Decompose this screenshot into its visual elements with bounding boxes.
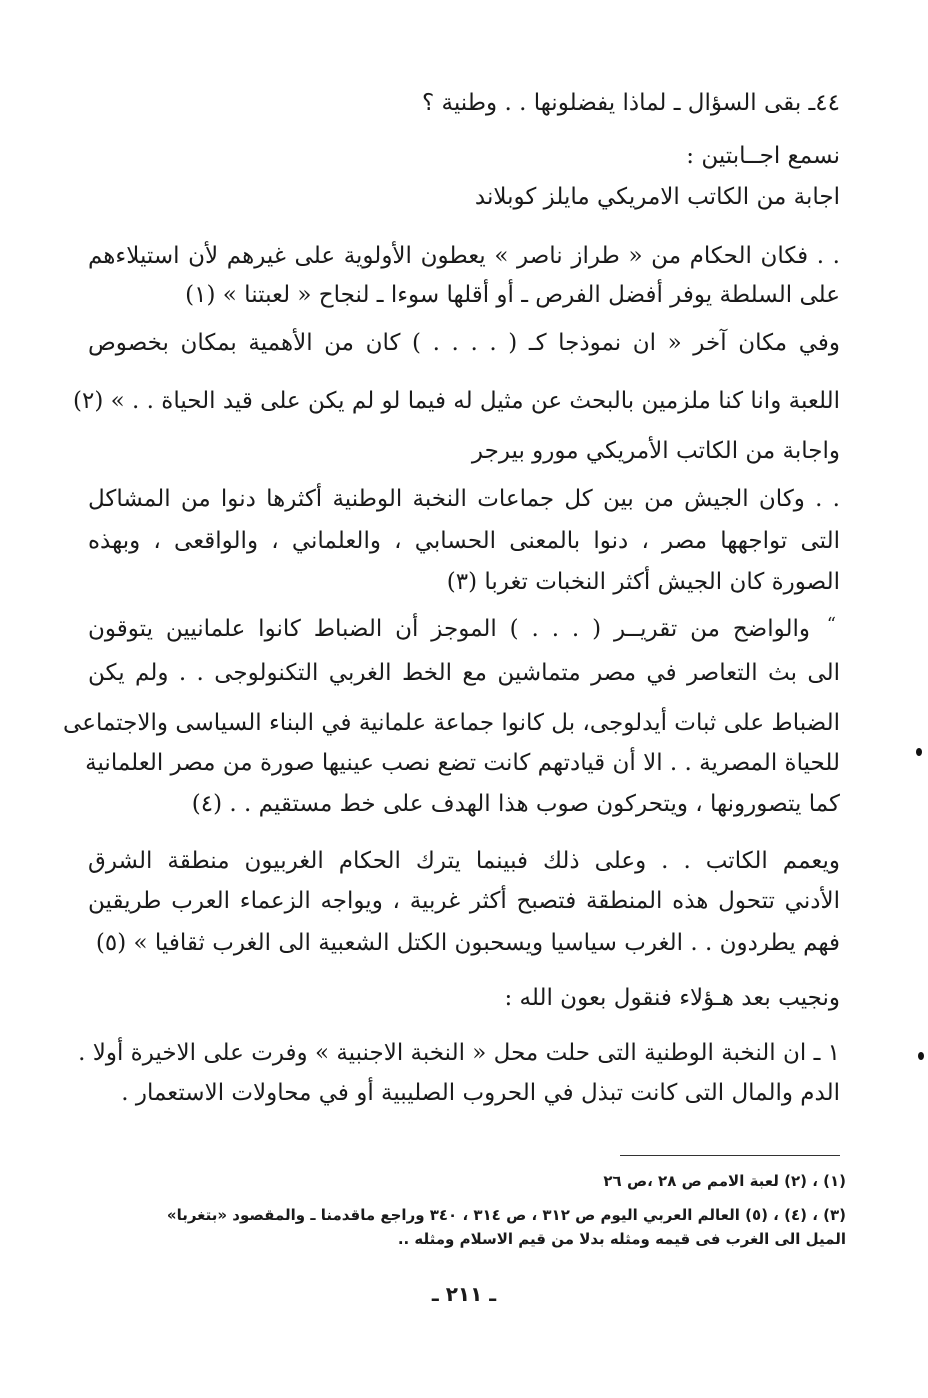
footnote: (٣) ، (٤) ، (٥) العالم العربي اليوم ص ٣١٢ ، ص ٣١٤ ، ٣٤٠ وراجع ماقدمنا ـ والمقصود «بتغربا»: [166, 1206, 846, 1224]
quote-line: . . فكان الحكام من « طراز ناصر » يعطون الأولوية على غيرهم لأن استيلاءهم: [88, 243, 840, 269]
text-line: الضباط على ثبات أيدلوجى، بل كانوا جماعة علمانية في البناء السياسى والاجتماعى: [63, 710, 840, 736]
quote-line: على السلطة يوفر أفضل الفرص ـ أو أقلها سوءا ـ لنجاح « لعبتنا » (١): [185, 282, 840, 308]
footnote: الميل الى الغرب فى قيمه ومثله بدلا من قيم الاسلام ومثله ..: [397, 1230, 846, 1248]
quote-line: . . وكان الجيش من بين كل جماعات النخبة الوطنية أكثرها دنوا من المشاكل: [88, 486, 840, 512]
text-line: ونجيب بعد هـؤلاء فنقول بعون الله :: [504, 985, 840, 1011]
text-line: اجابة من الكاتب الامريكي مايلز كوبلاند: [474, 184, 840, 210]
quote-line: التى تواجهها مصر ، دنوا بالمعنى الحسابي ، والعلماني ، والواقعى ، وبهذه: [88, 528, 840, 554]
question-heading: ٤٤ـ بقى السؤال ـ لماذا يفضلونها . . وطنية ؟: [422, 90, 840, 116]
text-line: فهم يطردون . . الغرب سياسيا ويسحبون الكتل الشعبية الى الغرب ثقافيا » (٥): [95, 930, 840, 956]
quote-mark: “: [826, 614, 836, 635]
text-line: كما يتصورونها ، ويتحركون صوب هذا الهدف على خط مستقيم . . (٤): [191, 791, 840, 817]
footnote: (١) ، (٢) لعبة الامم ص ٢٨ ،ص ٢٦: [603, 1172, 846, 1190]
text-line: واجابة من الكاتب الأمريكي مورو بيرجر: [471, 438, 840, 464]
text-line: الى بث التعاصر في مصر متماشين مع الخط الغربي التكنولوجى . . ولم يكن: [88, 660, 840, 686]
numbered-point: الدم والمال التى كانت تبذل في الحروب الصليبية أو في محاولات الاستعمار .: [121, 1080, 840, 1106]
quote-line: اللعبة وانا كنا ملزمين بالبحث عن مثيل له فيما لو لم يكن على قيد الحياة . . » (٢): [73, 388, 840, 414]
text-line: والواضح من تقريــر ( . . . ) الموجز أن الضباط كانوا علمانيين يتوقون: [88, 616, 810, 642]
page-number: ـ ٢١١ ـ: [431, 1282, 497, 1306]
footnote-divider: [620, 1155, 840, 1156]
text-line: نسمع اجــابتين :: [686, 143, 840, 169]
text-line: وفي مكان آخر « ان نموذجا كـ ( . . . . ) كان من الأهمية بمكان بخصوص: [88, 330, 840, 356]
margin-speck: [916, 748, 922, 756]
numbered-point: ١ ـ ان النخبة الوطنية التى حلت محل « النخبة الاجنبية » وفرت على الاخيرة أولا .: [78, 1040, 840, 1066]
margin-speck: [918, 1052, 924, 1060]
text-line: للحياة المصرية . . الا أن قيادتهم كانت تضع نصب عينيها صورة من مصر العلمانية: [85, 750, 840, 776]
text-line: الأدني تتحول هذه المنطقة فتصبح أكثر غربية ، ويواجه الزعماء العرب طريقين: [88, 888, 840, 914]
text-line: ويعمم الكاتب . . وعلى ذلك فبينما يترك الحكام الغربيون منطقة الشرق: [88, 848, 840, 874]
quote-line: الصورة كان الجيش أكثر النخبات تغربا (٣): [446, 569, 840, 595]
